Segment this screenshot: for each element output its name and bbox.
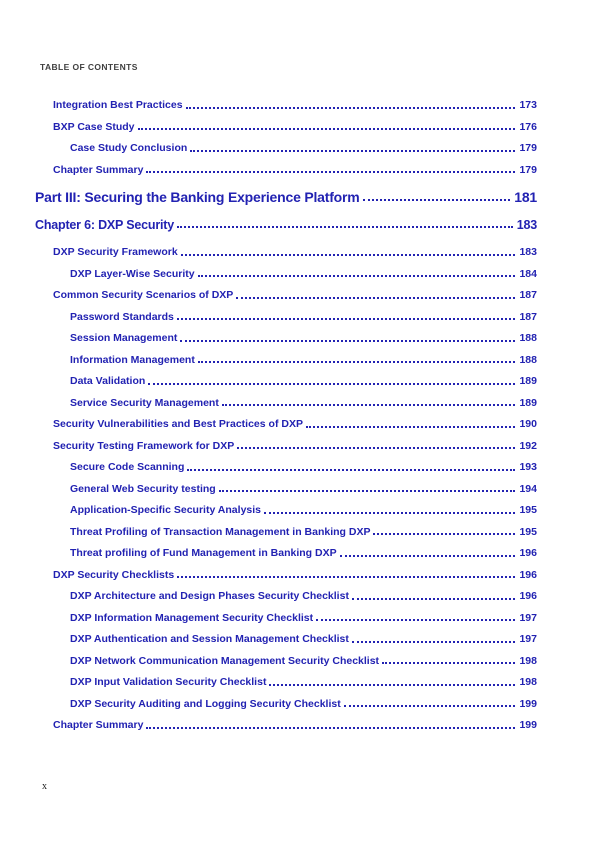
toc-entry[interactable] (35, 344, 537, 366)
toc-entry-page: 187 (519, 310, 537, 323)
toc-entry-label: DXP Security Framework (53, 246, 178, 258)
toc-entry[interactable] (35, 236, 537, 258)
toc-entry-page: 192 (519, 439, 537, 452)
dot-leader (363, 199, 511, 201)
toc-entry-label: Password Standards (70, 310, 174, 323)
dot-leader (198, 275, 516, 277)
toc-entry-label: DXP Authentication and Session Management Checklist (70, 633, 349, 645)
toc-entry-label: DXP Layer-Wise Security (70, 267, 195, 280)
dot-leader (316, 619, 515, 621)
dot-leader (177, 226, 513, 228)
dot-leader (236, 297, 515, 299)
dot-leader (180, 340, 515, 342)
toc-entry-label: Threat profiling of Fund Management in Banking DXP (70, 547, 337, 559)
toc-entry-page: 196 (519, 568, 537, 581)
dot-leader (177, 576, 515, 578)
toc-entry[interactable] (35, 132, 537, 154)
toc-entry-page: 179 (519, 163, 537, 176)
dot-leader (352, 598, 516, 600)
dot-leader (138, 128, 516, 130)
dot-leader (352, 641, 516, 643)
dot-leader (264, 512, 515, 514)
toc-entry[interactable] (35, 537, 537, 559)
toc-entry-page: 184 (519, 267, 537, 280)
toc-entry-page: 195 (519, 504, 537, 516)
toc-entry-page: 190 (519, 418, 537, 430)
toc-entry[interactable] (35, 206, 537, 231)
dot-leader (344, 705, 516, 707)
toc-entry[interactable] (35, 473, 537, 495)
toc-entry-label: Session Management (70, 332, 178, 344)
toc-entry-label: Data Validation (70, 375, 146, 387)
dot-leader (306, 426, 516, 428)
toc-entry-label: Information Management (70, 353, 195, 366)
toc-entry-label: Common Security Scenarios of DXP (53, 289, 234, 301)
toc-entry-page: 198 (519, 654, 537, 667)
toc-entry-page: 193 (519, 461, 537, 473)
toc-entry-page: 179 (519, 142, 537, 154)
toc-entry-page: 197 (519, 611, 537, 624)
toc-entry[interactable] (35, 387, 537, 409)
dot-leader (222, 404, 516, 406)
dot-leader (187, 469, 515, 471)
toc-entry[interactable] (35, 623, 537, 645)
toc-entry[interactable] (35, 154, 537, 176)
dot-leader (146, 171, 515, 173)
toc-entry-label: General Web Security testing (70, 482, 216, 495)
toc-entry[interactable] (35, 111, 537, 133)
toc-entry-label: Case Study Conclusion (70, 142, 188, 154)
running-header: TABLE OF CONTENTS (40, 62, 138, 72)
dot-leader (373, 533, 515, 535)
toc-entry-label: Security Vulnerabilities and Best Practices of DXP (53, 418, 303, 430)
toc-entry-page: 188 (519, 353, 537, 366)
toc-entry-page: 189 (519, 375, 537, 387)
toc-entry[interactable] (35, 322, 537, 344)
toc-entry-label: Chapter Summary (53, 163, 144, 176)
toc-entry[interactable] (35, 688, 537, 710)
toc-entry[interactable] (35, 279, 537, 301)
toc-entry-page: 183 (519, 246, 537, 258)
toc-entry-page: 181 (514, 189, 537, 205)
toc-entry[interactable] (35, 365, 537, 387)
toc-entry-page: 197 (519, 633, 537, 645)
toc-entry-label: Chapter Summary (53, 719, 144, 731)
toc-entry[interactable] (35, 258, 537, 280)
toc-entry-label: Chapter 6: DXP Security (35, 217, 174, 232)
dot-leader (340, 555, 516, 557)
toc-entry-label: Security Testing Framework for DXP (53, 439, 235, 452)
toc-entry[interactable] (35, 666, 537, 688)
dot-leader (181, 254, 516, 256)
toc-entry[interactable] (35, 430, 537, 452)
toc-entry-page: 195 (519, 525, 537, 538)
dot-leader (190, 150, 515, 152)
toc-entry-label: BXP Case Study (53, 120, 135, 133)
toc-entry-page: 196 (519, 547, 537, 559)
toc-entry-page: 199 (519, 697, 537, 710)
toc-entry-page: 187 (519, 289, 537, 301)
dot-leader (148, 383, 515, 385)
toc-entry[interactable] (35, 89, 537, 111)
toc-entry-page: 189 (519, 396, 537, 409)
toc-entry[interactable] (35, 301, 537, 323)
dot-leader (186, 107, 516, 109)
toc-entry-label: Application-Specific Security Analysis (70, 504, 261, 516)
dot-leader (198, 361, 516, 363)
toc-entry[interactable] (35, 602, 537, 624)
toc-entry[interactable] (35, 516, 537, 538)
toc-entry-label: DXP Input Validation Security Checklist (70, 676, 267, 688)
dot-leader (219, 490, 516, 492)
toc-entry-label: Secure Code Scanning (70, 461, 185, 473)
toc-list (35, 89, 537, 731)
dot-leader (269, 684, 515, 686)
page-folio: x (42, 781, 47, 792)
toc-entry-label: DXP Architecture and Design Phases Security Checklist (70, 590, 349, 602)
toc-entry-label: DXP Security Checklists (53, 568, 175, 581)
dot-leader (146, 727, 515, 729)
toc-entry-label: DXP Information Management Security Checklist (70, 611, 314, 624)
toc-entry[interactable] (35, 645, 537, 667)
toc-entry-page: 196 (519, 590, 537, 602)
toc-entry-label: Part III: Securing the Banking Experience Platform (35, 189, 360, 205)
toc-entry[interactable] (35, 178, 537, 204)
toc-entry-page: 176 (519, 120, 537, 133)
toc-entry-label: Integration Best Practices (53, 99, 183, 111)
toc-entry-label: Threat Profiling of Transaction Management in Banking DXP (70, 525, 371, 538)
dot-leader (382, 662, 515, 664)
toc-entry-page: 198 (519, 676, 537, 688)
toc-entry[interactable] (35, 580, 537, 602)
toc-entry-page: 194 (519, 482, 537, 495)
toc-entry[interactable] (35, 451, 537, 473)
toc-entry-label: DXP Security Auditing and Logging Security Checklist (70, 697, 341, 710)
toc-entry-label: Service Security Management (70, 396, 219, 409)
toc-entry[interactable] (35, 408, 537, 430)
toc-entry-page: 183 (516, 217, 537, 232)
toc-entry-page: 199 (519, 719, 537, 731)
dot-leader (237, 447, 515, 449)
toc-entry-label: DXP Network Communication Management Security Checklist (70, 654, 380, 667)
toc-entry-page: 188 (519, 332, 537, 344)
dot-leader (177, 318, 516, 320)
toc-entry[interactable] (35, 559, 537, 581)
toc-entry[interactable] (35, 494, 537, 516)
toc-entry[interactable] (35, 709, 537, 731)
toc-entry-page: 173 (519, 99, 537, 111)
